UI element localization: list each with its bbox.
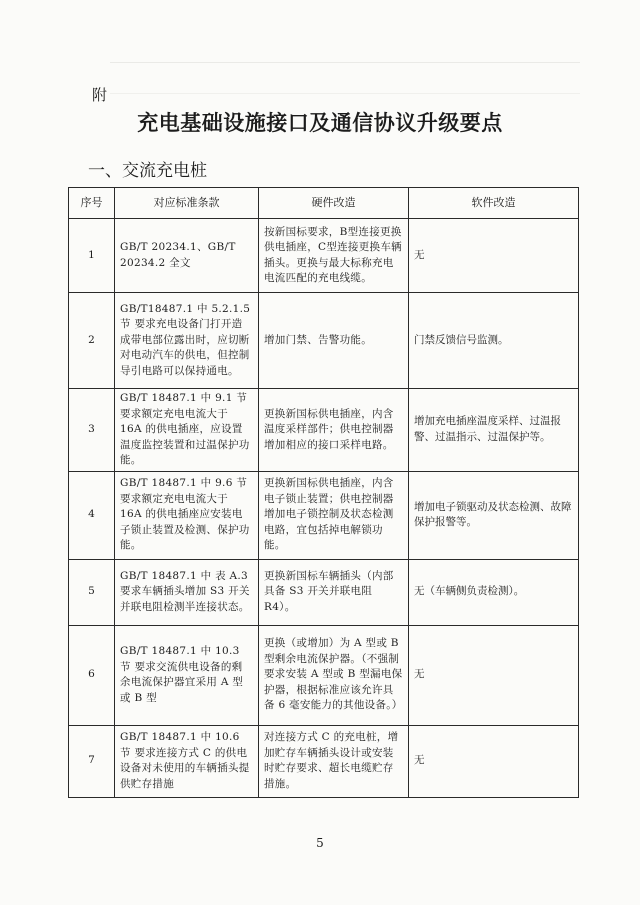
table-row (69, 559, 579, 625)
standard-clause-cell: GB/T 18487.1 中 10.3 节 要求交流供电设备的剩余电流保护器宜采用 A 型或 B 型 (115, 625, 259, 725)
table-row (69, 725, 579, 797)
header-number: 序号 (69, 188, 115, 219)
upgrade-points-table (68, 187, 579, 798)
standard-clause-cell: GB/T18487.1 中 5.2.1.5 节 要求充电设备门打开造成带电部位露出时，应切断对电动汽车的供电，但控制导引电路可以保持通电。 (115, 293, 259, 389)
header-standard-clause: 对应标准条款 (115, 188, 259, 219)
document-title: 充电基础设施接口及通信协议升级要点 (137, 110, 503, 135)
row-number: 5 (69, 559, 115, 625)
software-change-cell: 增加充电插座温度采样、过温报警、过温指示、过温保护等。 (409, 389, 579, 472)
hardware-change-cell: 按新国标要求，B型连接更换供电插座，C型连接更换车辆插头。更换与最大标称充电电流匹配的充电线缆。 (259, 219, 409, 293)
software-change-cell: 门禁反馈信号监测。 (409, 293, 579, 389)
hardware-change-cell: 增加门禁、告警功能。 (259, 293, 409, 389)
hardware-change-cell: 更换新国标供电插座，内含温度采样部件；供电控制器增加相应的接口采样电路。 (259, 389, 409, 472)
hardware-change-cell: 更换（或增加）为 A 型或 B 型剩余电流保护器。（不强制要求安装 A 型或 B 型漏电保护器，根据标准应该允许具备 6 毫安能力的其他设备。） (259, 625, 409, 725)
table-row (69, 625, 579, 725)
row-number: 6 (69, 625, 115, 725)
standard-clause-cell: GB/T 18487.1 中 表 A.3 要求车辆插头增加 S3 开关并联电阻检测半连接状态。 (115, 559, 259, 625)
software-change-cell: 增加电子锁驱动及状态检测、故障保护报警等。 (409, 471, 579, 559)
standard-clause-cell: GB/T 18487.1 中 10.6 节 要求连接方式 C 的供电设备对未使用的车辆插头提供贮存措施 (115, 725, 259, 797)
software-change-cell: 无 (409, 219, 579, 293)
row-number: 2 (69, 293, 115, 389)
hardware-change-cell: 更换新国标供电插座，内含电子锁止装置；供电控制器增加电子锁控制及状态检测电路，宜包括掉电解锁功能。 (259, 471, 409, 559)
row-number: 7 (69, 725, 115, 797)
standard-clause-cell: GB/T 18487.1 中 9.6 节 要求额定充电电流大于 16A 的供电插座应安装电子锁止装置及检测、保护功能。 (115, 471, 259, 559)
table-header-row (69, 188, 579, 219)
table-row (69, 471, 579, 559)
standard-clause-cell: GB/T 20234.1、GB/T 20234.2 全文 (115, 219, 259, 293)
header-hardware-change: 硬件改造 (259, 188, 409, 219)
standard-clause-cell: GB/T 18487.1 中 9.1 节 要求额定充电电流大于 16A 的供电插座，应设置温度监控装置和过温保护功能。 (115, 389, 259, 472)
attachment-label: 附 (92, 86, 109, 104)
software-change-cell: 无（车辆侧负责检测）。 (409, 559, 579, 625)
software-change-cell: 无 (409, 725, 579, 797)
hardware-change-cell: 对连接方式 C 的充电桩，增加贮存车辆插头设计或安装时贮存要求、超长电缆贮存措施。 (259, 725, 409, 797)
table-row (69, 293, 579, 389)
software-change-cell: 无 (409, 625, 579, 725)
section-heading: 一、交流充电桩 (88, 161, 207, 181)
hardware-change-cell: 更换新国标车辆插头（内部具备 S3 开关并联电阻 R4）。 (259, 559, 409, 625)
page-number: 5 (316, 836, 324, 850)
table-row (69, 389, 579, 472)
table-row (69, 219, 579, 293)
row-number: 4 (69, 471, 115, 559)
bleed-through-shadow (110, 62, 580, 94)
row-number: 3 (69, 389, 115, 472)
row-number: 1 (69, 219, 115, 293)
header-software-change: 软件改造 (409, 188, 579, 219)
